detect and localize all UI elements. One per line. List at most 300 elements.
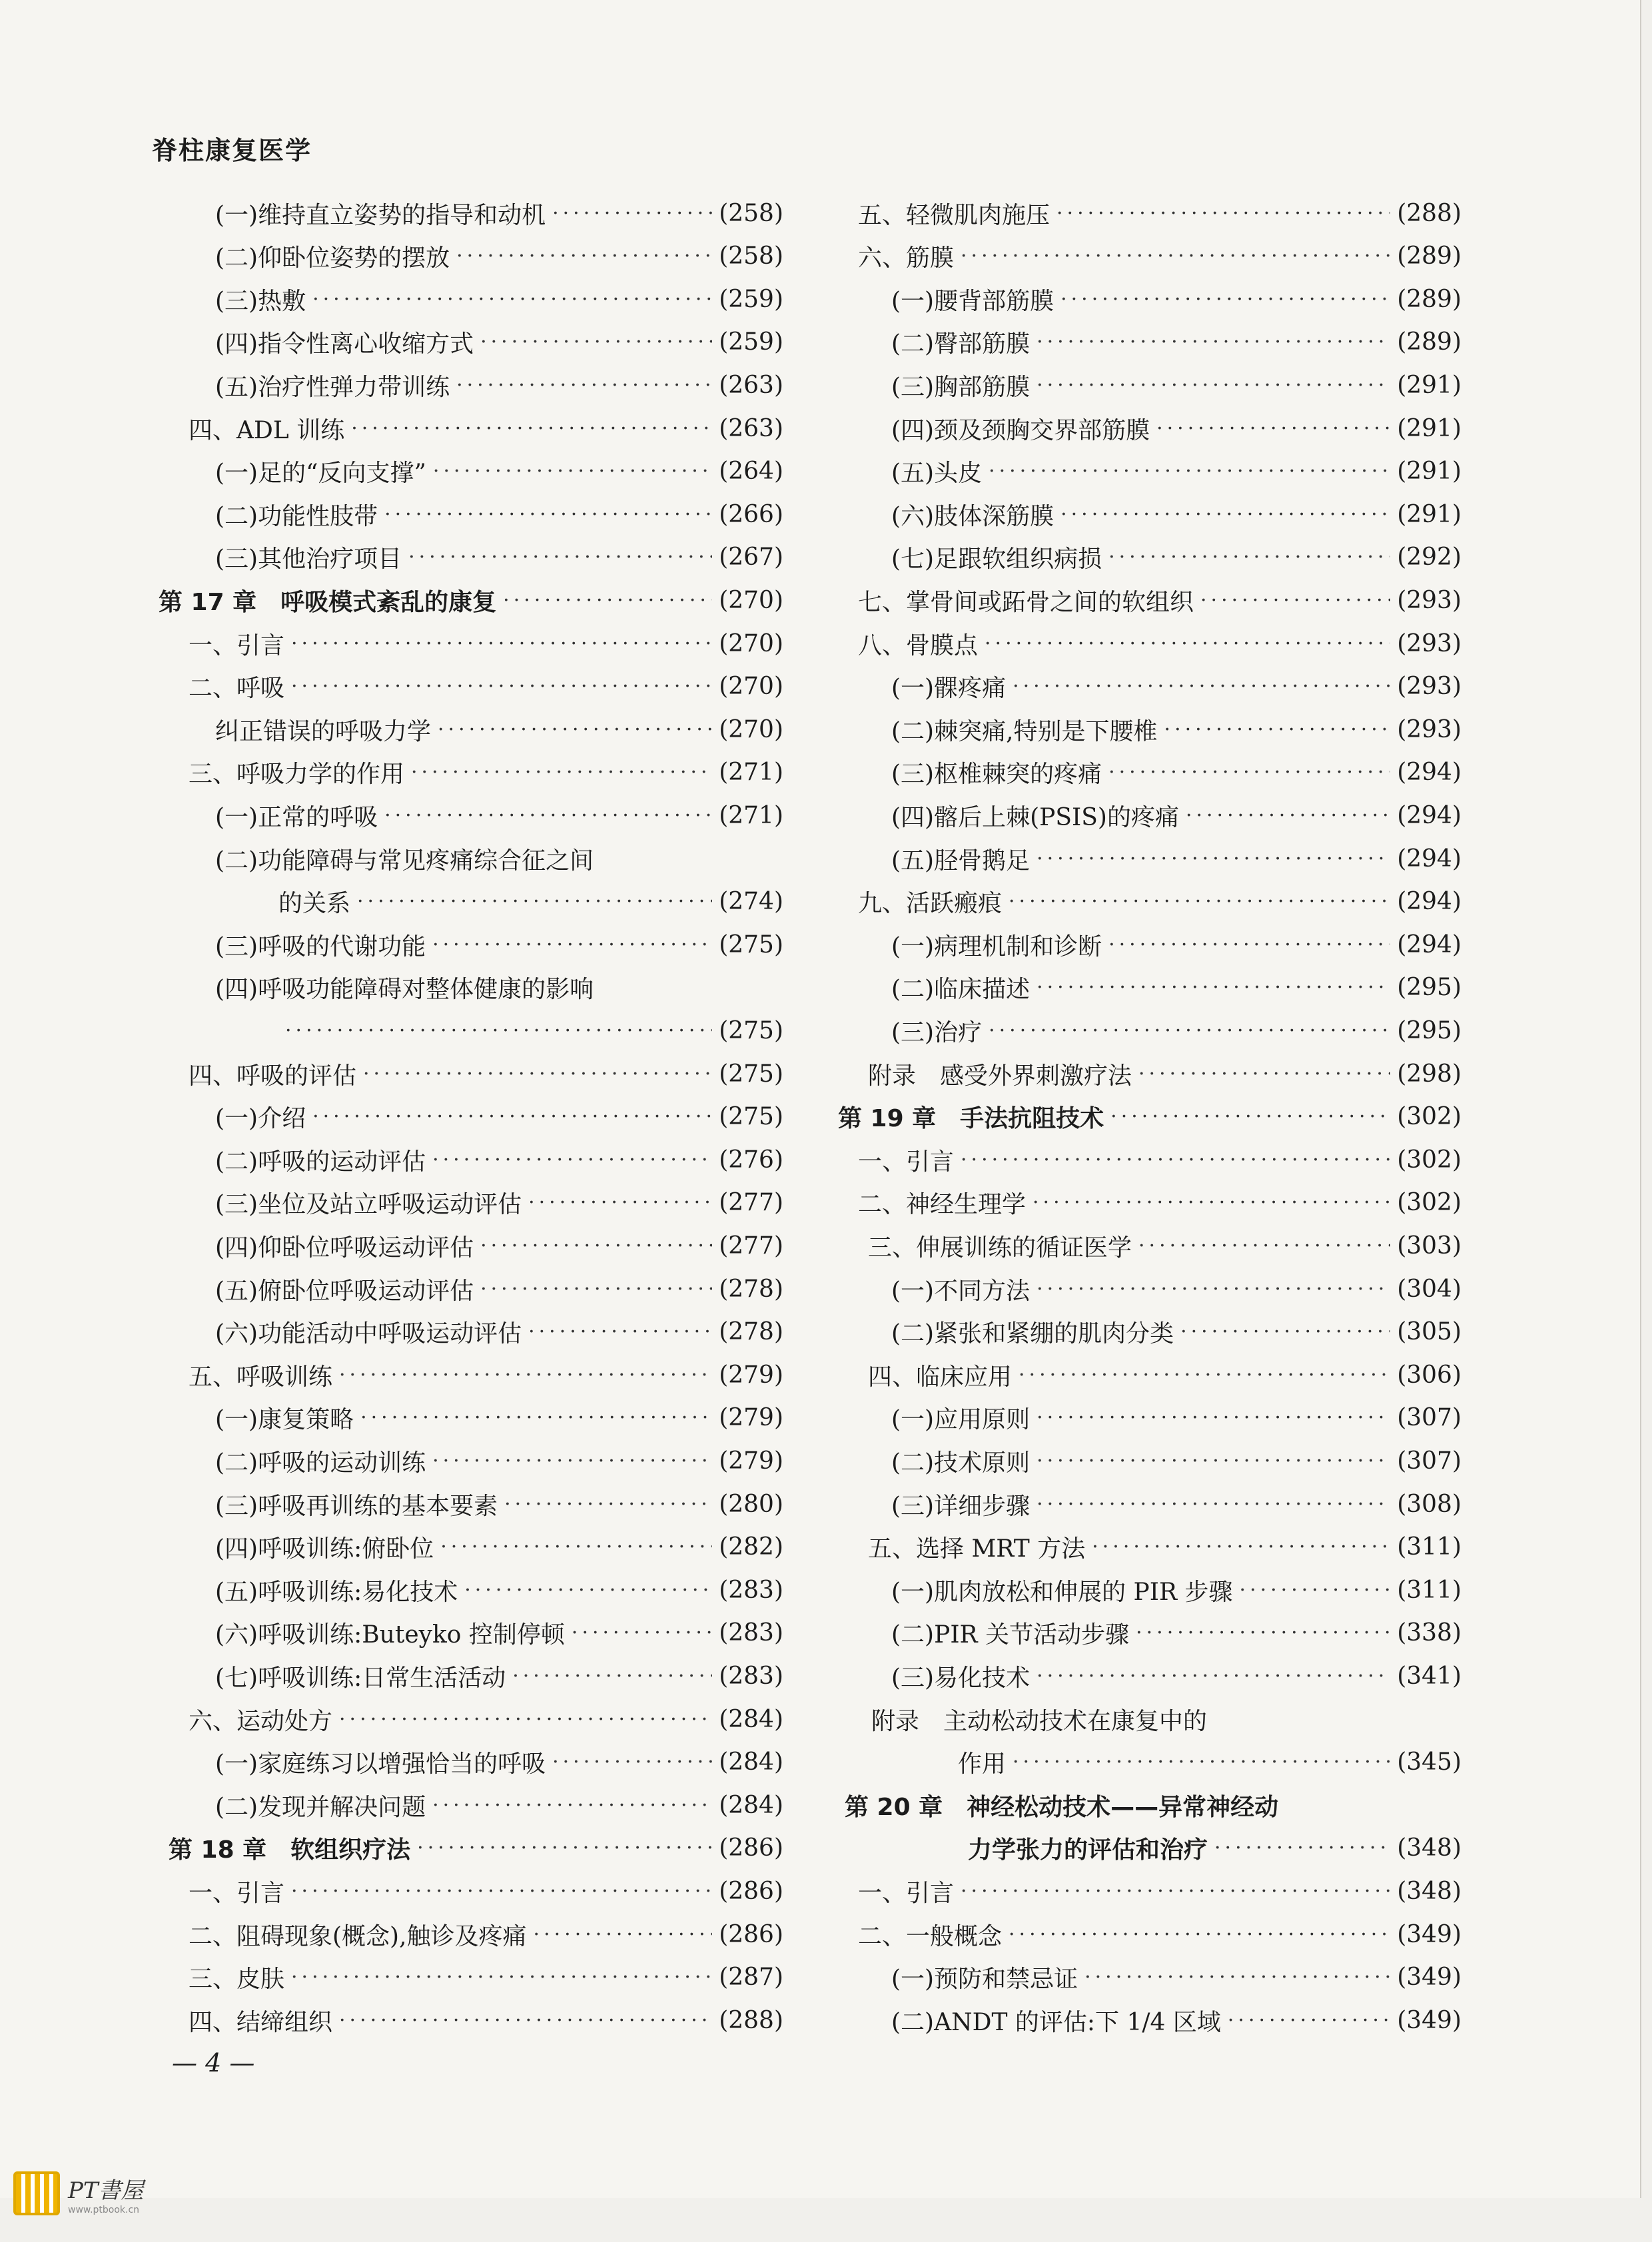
toc-entry-title: 二、神经生理学 bbox=[858, 1191, 1027, 1219]
toc-leader-dots bbox=[1136, 1621, 1390, 1645]
toc-entry-title: (三)详细步骤 bbox=[891, 1492, 1031, 1520]
toc-entry bbox=[838, 1138, 1461, 1181]
toc-entry bbox=[152, 278, 783, 320]
toc-entry-title: (一)介绍 bbox=[215, 1105, 306, 1133]
toc-entry bbox=[838, 1698, 1461, 1740]
toc-leader-dots bbox=[360, 1406, 712, 1429]
toc-entry-page: (291) bbox=[1397, 458, 1461, 486]
toc-entry-page: (279) bbox=[719, 1447, 783, 1475]
toc-leader-dots bbox=[1013, 675, 1390, 698]
toc-entry bbox=[838, 622, 1461, 665]
toc-entry-title: (四)仰卧位呼吸运动评估 bbox=[215, 1234, 474, 1262]
toc-entry bbox=[838, 966, 1461, 1009]
toc-entry-page: (311) bbox=[1397, 1576, 1461, 1604]
toc-entry bbox=[152, 1784, 783, 1826]
toc-entry-page: (305) bbox=[1397, 1318, 1461, 1346]
toc-leader-dots bbox=[1060, 288, 1390, 311]
toc-leader-dots bbox=[411, 761, 712, 784]
toc-entry-title: (二)呼吸的运动训练 bbox=[215, 1449, 426, 1477]
toc-entry bbox=[838, 708, 1461, 751]
toc-entry-title: 六、运动处方 bbox=[189, 1707, 333, 1735]
toc-entry-page: (306) bbox=[1397, 1361, 1461, 1389]
toc-entry-title: 纠正错误的呼吸力学 bbox=[215, 717, 432, 745]
toc-leader-dots bbox=[339, 1708, 712, 1731]
toc-entry bbox=[838, 192, 1461, 234]
toc-entry-page: (259) bbox=[719, 285, 783, 313]
toc-entry-page: (275) bbox=[719, 1103, 783, 1131]
toc-entry-title: 一、引言 bbox=[189, 631, 285, 659]
toc-entry-title: 第 17 章 呼吸模式紊乱的康复 bbox=[159, 588, 497, 616]
toc-entry-page: (289) bbox=[1397, 242, 1461, 270]
toc-leader-dots bbox=[1214, 1836, 1390, 1860]
toc-entry bbox=[152, 1483, 783, 1525]
toc-entry-title: (二)紧张和紧绷的肌肉分类 bbox=[891, 1320, 1174, 1348]
toc-entry-title: (二)发现并解决问题 bbox=[215, 1793, 426, 1821]
toc-entry bbox=[152, 1870, 783, 1912]
toc-entry-title: (四)指令性离心收缩方式 bbox=[215, 330, 474, 358]
toc-leader-dots bbox=[1240, 1579, 1391, 1602]
toc-leader-dots bbox=[1110, 1105, 1390, 1128]
toc-entry-page: (279) bbox=[719, 1404, 783, 1432]
toc-entry-page: (275) bbox=[719, 1060, 783, 1088]
toc-leader-dots bbox=[1138, 1062, 1390, 1086]
toc-leader-dots bbox=[1056, 202, 1390, 225]
toc-entry bbox=[838, 1741, 1461, 1784]
toc-entry bbox=[838, 1483, 1461, 1525]
toc-chapter-entry bbox=[838, 1784, 1461, 1826]
toc-entry bbox=[152, 1698, 783, 1740]
toc-entry-title: (二)呼吸的运动评估 bbox=[215, 1148, 426, 1176]
toc-entry-page: (278) bbox=[719, 1318, 783, 1346]
toc-entry-page: (294) bbox=[1397, 931, 1461, 958]
toc-leader-dots bbox=[408, 546, 712, 569]
toc-entry bbox=[838, 450, 1461, 493]
toc-leader-dots bbox=[503, 589, 712, 612]
running-header: 脊柱康复医学 bbox=[152, 136, 312, 165]
toc-entry bbox=[152, 1009, 783, 1052]
toc-leader-dots bbox=[989, 1019, 1390, 1042]
toc-entry-title: (六)功能活动中呼吸运动评估 bbox=[215, 1320, 522, 1348]
toc-leader-dots bbox=[1036, 1278, 1390, 1301]
toc-entry-page: (289) bbox=[1397, 285, 1461, 313]
toc-leader-dots bbox=[432, 933, 712, 956]
toc-entry bbox=[152, 364, 783, 406]
toc-entry bbox=[838, 1439, 1461, 1482]
toc-entry-title: 一、引言 bbox=[189, 1879, 285, 1907]
toc-entry-page: (270) bbox=[719, 586, 783, 614]
toc-leader-dots bbox=[384, 804, 712, 827]
toc-entry-title: (二)ANDT 的评估:下 1/4 区域 bbox=[891, 2008, 1221, 2036]
toc-leader-dots bbox=[1138, 1234, 1390, 1258]
toc-entry-page: (349) bbox=[1397, 1964, 1461, 1992]
toc-entry-title: (一)预防和禁忌证 bbox=[891, 1966, 1078, 1994]
toc-leader-dots bbox=[1092, 1535, 1390, 1559]
toc-entry bbox=[152, 665, 783, 708]
toc-entry bbox=[152, 1439, 783, 1482]
toc-entry bbox=[152, 1913, 783, 1956]
toc-entry-page: (294) bbox=[1397, 801, 1461, 829]
toc-entry bbox=[152, 235, 783, 278]
toc-entry bbox=[838, 1526, 1461, 1569]
toc-leader-dots bbox=[1036, 374, 1390, 397]
toc-entry bbox=[152, 1311, 783, 1353]
toc-entry bbox=[838, 1956, 1461, 1999]
toc-entry bbox=[152, 1182, 783, 1224]
toc-entry bbox=[838, 579, 1461, 621]
toc-entry-page: (284) bbox=[719, 1705, 783, 1733]
toc-entry-title: 四、ADL 训练 bbox=[189, 416, 345, 444]
toc-entry-page: (275) bbox=[719, 931, 783, 958]
toc-entry bbox=[838, 1397, 1461, 1439]
toc-entry-page: (302) bbox=[1397, 1189, 1461, 1217]
toc-entry bbox=[152, 923, 783, 966]
toc-entry-page: (293) bbox=[1397, 715, 1461, 743]
toc-entry bbox=[152, 1741, 783, 1784]
toc-entry-title: (一)肌肉放松和伸展的 PIR 步骤 bbox=[891, 1578, 1233, 1606]
toc-entry bbox=[152, 450, 783, 493]
toc-entry bbox=[152, 493, 783, 536]
watermark-url: www.ptbook.cn bbox=[68, 2204, 140, 2215]
toc-entry-page: (267) bbox=[719, 544, 783, 571]
book-icon bbox=[13, 2171, 60, 2215]
toc-entry bbox=[838, 321, 1461, 364]
toc-entry-title: 一、引言 bbox=[858, 1879, 955, 1907]
toc-entry-title: (四)呼吸训练:俯卧位 bbox=[215, 1535, 434, 1563]
toc-entry-title: (一)家庭练习以增强恰当的呼吸 bbox=[215, 1750, 546, 1778]
toc-entry bbox=[152, 536, 783, 579]
toc-leader-dots bbox=[1036, 976, 1390, 999]
toc-entry-page: (349) bbox=[1397, 2006, 1461, 2034]
toc-entry-title: (一)髁疼痛 bbox=[891, 675, 1007, 703]
toc-leader-dots bbox=[1009, 890, 1390, 913]
toc-entry bbox=[152, 1397, 783, 1439]
toc-entry-page: (264) bbox=[719, 458, 783, 486]
toc-entry-title: 二、阻碍现象(概念),触诊及疼痛 bbox=[189, 1922, 527, 1950]
toc-entry-title: (五)俯卧位呼吸运动评估 bbox=[215, 1277, 474, 1305]
toc-leader-dots bbox=[552, 1750, 712, 1774]
toc-entry bbox=[152, 1999, 783, 2042]
toc-entry-page: (294) bbox=[1397, 888, 1461, 916]
toc-entry-page: (308) bbox=[1397, 1490, 1461, 1518]
toc-leader-dots bbox=[1036, 1449, 1390, 1473]
toc-entry bbox=[152, 407, 783, 450]
toc-entry bbox=[152, 708, 783, 751]
toc-entry-title: 五、呼吸训练 bbox=[189, 1363, 333, 1391]
toc-entry-page: (288) bbox=[1397, 199, 1461, 227]
toc-entry-page: (274) bbox=[719, 888, 783, 916]
toc-entry-title: (二)功能性肢带 bbox=[215, 502, 378, 530]
toc-entry bbox=[152, 192, 783, 234]
toc-entry bbox=[838, 235, 1461, 278]
toc-entry bbox=[152, 1138, 783, 1181]
toc-leader-dots bbox=[339, 2009, 712, 2032]
toc-entry-title: (一)应用原则 bbox=[891, 1406, 1031, 1434]
toc-leader-dots bbox=[989, 460, 1390, 483]
toc-entry-page: (289) bbox=[1397, 328, 1461, 356]
toc-entry-page: (295) bbox=[1397, 974, 1461, 1002]
toc-leader-dots bbox=[480, 330, 712, 354]
toc-entry-page: (271) bbox=[719, 759, 783, 787]
toc-entry-title: (四)呼吸功能障碍对整体健康的影响 bbox=[215, 976, 594, 1004]
toc-entry-page: (291) bbox=[1397, 371, 1461, 399]
toc-entry-page: (283) bbox=[719, 1619, 783, 1647]
toc-entry-title: 六、筋膜 bbox=[858, 244, 955, 272]
toc-leader-dots bbox=[291, 675, 712, 698]
toc-leader-dots bbox=[1036, 847, 1390, 871]
toc-entry-title: 四、结缔组织 bbox=[189, 2008, 333, 2036]
toc-chapter-entry bbox=[152, 579, 783, 621]
toc-leader-dots bbox=[512, 1665, 712, 1688]
toc-entry-title: (二)功能障碍与常见疼痛综合征之间 bbox=[215, 847, 594, 875]
toc-entry-page: (287) bbox=[719, 1964, 783, 1992]
toc-entry-page: (286) bbox=[719, 1920, 783, 1948]
toc-leader-dots bbox=[534, 1923, 713, 1946]
toc-leader-dots bbox=[480, 1234, 712, 1258]
toc-entry-page: (283) bbox=[719, 1576, 783, 1604]
toc-entry-title: (二)棘突痛,特别是下腰椎 bbox=[891, 717, 1158, 745]
toc-entry bbox=[838, 837, 1461, 880]
toc-leader-dots bbox=[1036, 1406, 1390, 1429]
toc-entry bbox=[152, 1268, 783, 1310]
toc-entry-title: 第 20 章 神经松动技术——异常神经动 bbox=[845, 1793, 1279, 1821]
toc-entry-title: (三)呼吸再训练的基本要素 bbox=[215, 1492, 498, 1520]
toc-leader-dots bbox=[456, 244, 712, 268]
toc-entry-page: (304) bbox=[1397, 1275, 1461, 1303]
toc-entry-page: (293) bbox=[1397, 673, 1461, 701]
toc-leader-dots bbox=[432, 1148, 712, 1172]
toc-entry-title: (三)热敷 bbox=[215, 287, 306, 315]
toc-entry-page: (341) bbox=[1397, 1662, 1461, 1690]
toc-entry bbox=[152, 966, 783, 1009]
toc-entry-page: (271) bbox=[719, 801, 783, 829]
toc-leader-dots bbox=[384, 503, 712, 526]
toc-entry-title: (五)呼吸训练:易化技术 bbox=[215, 1578, 458, 1606]
page-number: — 4 — bbox=[172, 2048, 255, 2077]
toc-entry bbox=[838, 1655, 1461, 1697]
toc-entry-page: (345) bbox=[1397, 1748, 1461, 1776]
toc-entry bbox=[838, 1569, 1461, 1611]
watermark-logo bbox=[13, 2171, 144, 2215]
toc-leader-dots bbox=[357, 890, 712, 913]
toc-leader-dots bbox=[456, 374, 712, 397]
toc-entry bbox=[838, 364, 1461, 406]
toc-entry-page: (348) bbox=[1397, 1877, 1461, 1905]
toc-leader-dots bbox=[961, 244, 1390, 268]
toc-leader-dots bbox=[1036, 330, 1390, 354]
toc-leader-dots bbox=[985, 632, 1390, 655]
toc-entry-title: (七)呼吸训练:日常生活活动 bbox=[215, 1664, 506, 1692]
toc-entry bbox=[152, 1353, 783, 1396]
toc-entry-page: (286) bbox=[719, 1834, 783, 1862]
toc-leader-dots bbox=[1164, 718, 1391, 741]
toc-entry-title: (五)胫骨鹅足 bbox=[891, 847, 1031, 875]
toc-entry-title: 七、掌骨间或跖骨之间的软组织 bbox=[858, 588, 1194, 616]
toc-entry bbox=[152, 881, 783, 923]
toc-entry bbox=[838, 665, 1461, 708]
toc-entry-page: (298) bbox=[1397, 1060, 1461, 1088]
toc-entry-title: (四)颈及颈胸交界部筋膜 bbox=[891, 416, 1150, 444]
toc-entry bbox=[152, 794, 783, 837]
toc-entry-title: 三、呼吸力学的作用 bbox=[189, 761, 405, 789]
toc-entry bbox=[838, 1612, 1461, 1655]
toc-entry-page: (284) bbox=[719, 1791, 783, 1819]
toc-leader-dots bbox=[1009, 1923, 1390, 1946]
toc-entry-page: (263) bbox=[719, 414, 783, 442]
toc-entry-page: (348) bbox=[1397, 1834, 1461, 1862]
toc-leader-dots bbox=[285, 1019, 712, 1042]
toc-entry-page: (277) bbox=[719, 1232, 783, 1260]
toc-entry-page: (283) bbox=[719, 1662, 783, 1690]
toc-entry-title: 一、引言 bbox=[858, 1148, 955, 1176]
toc-leader-dots bbox=[417, 1836, 712, 1860]
toc-entry-page: (291) bbox=[1397, 414, 1461, 442]
toc-entry bbox=[838, 923, 1461, 966]
toc-entry-page: (311) bbox=[1397, 1533, 1461, 1561]
toc-entry-title: (三)其他治疗项目 bbox=[215, 546, 402, 573]
toc-entry-title: (一)腰背部筋膜 bbox=[891, 287, 1054, 315]
toc-entry-title: (二)臀部筋膜 bbox=[891, 330, 1031, 358]
toc-entry-title: 作用 bbox=[958, 1750, 1007, 1778]
toc-entry bbox=[838, 751, 1461, 794]
toc-entry-page: (295) bbox=[1397, 1016, 1461, 1044]
toc-entry bbox=[838, 278, 1461, 320]
toc-entry bbox=[152, 1096, 783, 1138]
toc-leader-dots bbox=[480, 1278, 712, 1301]
toc-leader-dots bbox=[1156, 417, 1390, 440]
toc-leader-dots bbox=[1084, 1966, 1390, 1989]
toc-entry bbox=[152, 1956, 783, 1999]
toc-entry-page: (303) bbox=[1397, 1232, 1461, 1260]
toc-entry-title: (六)呼吸训练:Buteyko 控制停顿 bbox=[215, 1621, 565, 1649]
toc-leader-dots bbox=[572, 1621, 712, 1645]
toc-entry bbox=[838, 1052, 1461, 1095]
toc-entry-page: (278) bbox=[719, 1275, 783, 1303]
toc-entry-title: 第 18 章 软组织疗法 bbox=[169, 1836, 411, 1864]
toc-leader-dots bbox=[440, 1535, 712, 1559]
toc-entry bbox=[838, 407, 1461, 450]
toc-entry bbox=[838, 493, 1461, 536]
toc-entry-title: 八、骨膜点 bbox=[858, 631, 979, 659]
toc-entry-title: (二)临床描述 bbox=[891, 976, 1031, 1004]
toc-entry bbox=[838, 536, 1461, 579]
toc-entry bbox=[838, 1182, 1461, 1224]
toc-entry-title: (三)易化技术 bbox=[891, 1664, 1031, 1692]
toc-entry-page: (270) bbox=[719, 629, 783, 657]
toc-entry-title: 第 19 章 手法抗阻技术 bbox=[838, 1105, 1104, 1133]
toc-chapter-entry bbox=[838, 1827, 1461, 1870]
toc-entry bbox=[152, 1569, 783, 1611]
toc-leader-dots bbox=[1228, 2009, 1390, 2032]
toc-entry-page: (292) bbox=[1397, 544, 1461, 571]
toc-entry bbox=[838, 1311, 1461, 1353]
toc-leader-dots bbox=[433, 460, 712, 483]
toc-entry-page: (279) bbox=[719, 1361, 783, 1389]
toc-entry-title: (四)髂后上棘(PSIS)的疼痛 bbox=[891, 803, 1179, 831]
toc-entry bbox=[152, 1224, 783, 1267]
toc-leader-dots bbox=[291, 632, 712, 655]
toc-leader-dots bbox=[1108, 546, 1390, 569]
toc-entry bbox=[152, 622, 783, 665]
toc-entry-title: (二)PIR 关节活动步骤 bbox=[891, 1621, 1130, 1649]
toc-entry-page: (302) bbox=[1397, 1146, 1461, 1174]
toc-leader-dots bbox=[1013, 1750, 1390, 1774]
toc-entry-page: (276) bbox=[719, 1146, 783, 1174]
toc-leader-dots bbox=[961, 1880, 1390, 1903]
toc-leader-dots bbox=[1032, 1191, 1390, 1214]
toc-entry-page: (258) bbox=[719, 242, 783, 270]
toc-leader-dots bbox=[432, 1449, 712, 1473]
toc-entry-page: (284) bbox=[719, 1748, 783, 1776]
toc-entry-page: (258) bbox=[719, 199, 783, 227]
toc-entry-title: (一)维持直立姿势的指导和动机 bbox=[215, 201, 546, 229]
toc-entry-page: (280) bbox=[719, 1490, 783, 1518]
toc-entry-title: 五、选择 MRT 方法 bbox=[868, 1535, 1086, 1563]
toc-entry-page: (307) bbox=[1397, 1447, 1461, 1475]
toc-entry-page: (270) bbox=[719, 715, 783, 743]
toc-entry-title: (五)头皮 bbox=[891, 460, 983, 488]
toc-entry-title: (一)康复策略 bbox=[215, 1406, 354, 1434]
toc-entry bbox=[838, 1870, 1461, 1912]
toc-entry-title: (六)肢体深筋膜 bbox=[891, 502, 1054, 530]
toc-entry-title: (七)足跟软组织病损 bbox=[891, 546, 1102, 573]
toc-entry bbox=[838, 1009, 1461, 1052]
toc-entry-page: (266) bbox=[719, 500, 783, 528]
toc-entry-title: 的关系 bbox=[278, 890, 351, 918]
toc-entry-title: (三)枢椎棘突的疼痛 bbox=[891, 761, 1102, 789]
toc-leader-dots bbox=[363, 1062, 712, 1086]
toc-entry bbox=[838, 1999, 1461, 2042]
toc-entry bbox=[152, 1052, 783, 1095]
toc-entry bbox=[152, 321, 783, 364]
toc-entry-title: 力学张力的评估和治疗 bbox=[968, 1836, 1208, 1864]
toc-leader-dots bbox=[552, 202, 712, 225]
toc-chapter-entry bbox=[838, 1096, 1461, 1138]
toc-entry bbox=[152, 751, 783, 794]
toc-entry-title: (三)坐位及站立呼吸运动评估 bbox=[215, 1191, 522, 1219]
toc-entry-title: (一)足的“反向支撑” bbox=[215, 460, 426, 488]
toc-entry-page: (307) bbox=[1397, 1404, 1461, 1432]
toc-entry bbox=[838, 1913, 1461, 1956]
toc-leader-dots bbox=[528, 1191, 712, 1214]
toc-leader-dots bbox=[432, 1794, 712, 1817]
toc-entry-page: (293) bbox=[1397, 629, 1461, 657]
toc-entry-page: (294) bbox=[1397, 759, 1461, 787]
toc-entry-title: 二、呼吸 bbox=[189, 675, 285, 703]
toc-entry-title: (二)技术原则 bbox=[891, 1449, 1031, 1477]
toc-leader-dots bbox=[961, 1148, 1390, 1172]
toc-entry bbox=[838, 1224, 1461, 1267]
toc-entry-title: 三、皮肤 bbox=[189, 1966, 285, 1994]
toc-entry-title: 五、轻微肌肉施压 bbox=[858, 201, 1050, 229]
toc-entry-page: (282) bbox=[719, 1533, 783, 1561]
toc-entry-title: 四、呼吸的评估 bbox=[189, 1062, 357, 1090]
toc-entry-title: (二)仰卧位姿势的摆放 bbox=[215, 244, 450, 272]
toc-entry-title: (三)呼吸的代谢功能 bbox=[215, 933, 426, 960]
toc-entry-title: 九、活跃瘢痕 bbox=[858, 890, 1003, 918]
toc-entry-title: 三、伸展训练的循证医学 bbox=[868, 1234, 1132, 1262]
toc-chapter-entry bbox=[152, 1827, 783, 1870]
toc-entry-page: (270) bbox=[719, 673, 783, 701]
toc-leader-dots bbox=[291, 1966, 712, 1989]
toc-leader-dots bbox=[1180, 1320, 1390, 1343]
toc-entry bbox=[152, 1612, 783, 1655]
toc-entry-page: (275) bbox=[719, 1016, 783, 1044]
toc-leader-dots bbox=[1019, 1363, 1390, 1387]
toc-leader-dots bbox=[351, 417, 712, 440]
toc-entry-title: (三)治疗 bbox=[891, 1018, 983, 1046]
toc-leader-dots bbox=[438, 718, 712, 741]
toc-leader-dots bbox=[312, 288, 712, 311]
